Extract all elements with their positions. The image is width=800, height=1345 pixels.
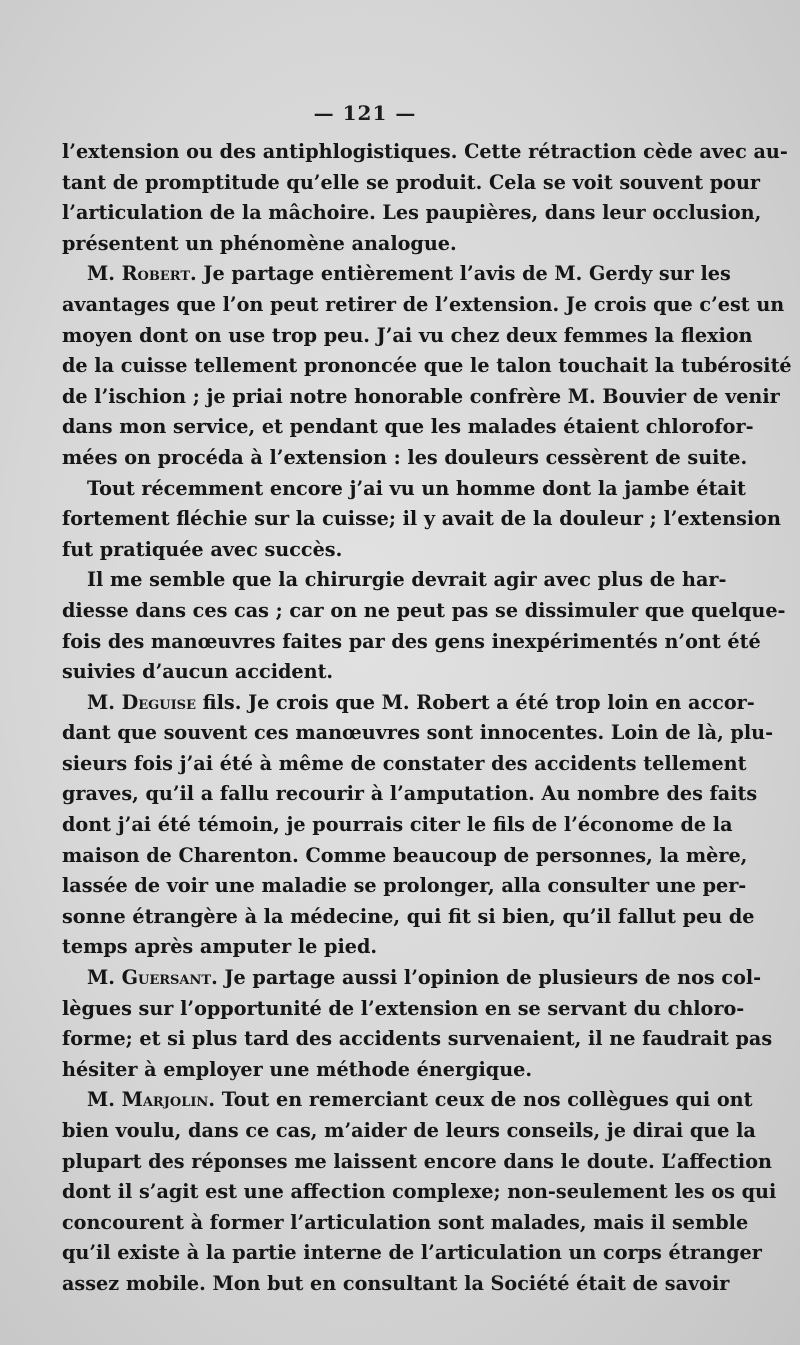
line-text: fils. Je crois que M. Robert a été trop loin en accor-: [195, 690, 755, 714]
speaker-name: Marjolin: [121, 1088, 209, 1112]
text-line: qu’il existe à la partie interne de l’articulation un corps étranger: [62, 1241, 762, 1265]
text-line: présentent un phénomène analogue.: [62, 231, 457, 255]
text-line: sonne étrangère à la médecine, qui fit si bien, qu’il fallut peu de: [62, 904, 755, 928]
text-line: [62, 688, 755, 719]
text-line: de l’ischion ; je priai notre honorable confrère M. Bouvier de venir: [62, 384, 780, 408]
text-line: fortement fléchie sur la cuisse; il y avait de la douleur ; l’extension: [62, 507, 781, 531]
text-line: suivies d’aucun accident.: [62, 660, 334, 684]
body-text: [62, 137, 792, 1300]
text-line: [62, 963, 762, 994]
text-line: concourent à former l’articulation sont malades, mais il semble: [62, 1210, 749, 1234]
text-line: [62, 1085, 753, 1116]
text-line: dont il s’agit est une affection complexe; non-seulement les os qui: [62, 1180, 777, 1204]
text-line: sieurs fois j’ai été à même de constater des accidents tellement: [62, 751, 747, 775]
page-number: — 121 —: [313, 101, 417, 125]
text-line: [62, 259, 731, 290]
text-line: dont j’ai été témoin, je pourrais citer le fils de l’économe de la: [62, 813, 733, 837]
text-line: diesse dans ces cas ; car on ne peut pas se dissimuler que quelque-: [62, 598, 786, 622]
text-line: avantages que l’on peut retirer de l’extension. Je crois que c’est un: [62, 292, 785, 316]
text-line: Tout récemment encore j’ai vu un homme dont la jambe était: [87, 476, 746, 500]
text-line: lassée de voir une maladie se prolonger, alla consulter une per-: [62, 874, 747, 898]
text-line: graves, qu’il a fallu recourir à l’amputation. Au nombre des faits: [62, 782, 758, 806]
speaker-prefix: M.: [87, 966, 122, 990]
text-line: forme; et si plus tard des accidents survenaient, il ne faudrait pas: [62, 1027, 773, 1051]
text-line: de la cuisse tellement prononcée que le talon touchait la tubérosité: [62, 354, 792, 378]
text-line: tant de promptitude qu’elle se produit. Cela se voit souvent pour: [62, 170, 761, 194]
text-line: l’articulation de la mâchoire. Les paupières, dans leur occlusion,: [62, 201, 762, 225]
text-line: lègues sur l’opportunité de l’extension en se servant du chloro-: [62, 996, 745, 1020]
speaker-prefix: M.: [87, 690, 122, 714]
text-line: moyen dont on use trop peu. J’ai vu chez deux femmes la flexion: [62, 323, 753, 347]
text-line: dant que souvent ces manœuvres sont innocentes. Loin de là, plu-: [62, 721, 774, 745]
text-line: dans mon service, et pendant que les malades étaient chlorofor-: [62, 415, 754, 439]
speaker-prefix: M.: [87, 1088, 122, 1112]
text-line: temps après amputer le pied.: [62, 935, 378, 959]
text-line: plupart des réponses me laissent encore dans le doute. L’affection: [62, 1149, 772, 1173]
line-text: . Je partage entièrement l’avis de M. Gerdy sur les: [190, 262, 731, 286]
speaker-name: Robert: [121, 262, 191, 286]
text-line: Il me semble que la chirurgie devrait agir avec plus de har-: [87, 568, 727, 592]
text-line: fois des manœuvres faites par des gens inexpérimentés n’ont été: [62, 629, 761, 653]
speaker-name: Deguise: [121, 690, 196, 714]
text-line: l’extension ou des antiphlogistiques. Cette rétraction cède avec au-: [62, 140, 788, 163]
text-line: assez mobile. Mon but en consultant la Société était de savoir: [62, 1271, 730, 1295]
text-line: maison de Charenton. Comme beaucoup de personnes, la mère,: [62, 843, 748, 867]
speaker-prefix: M.: [87, 262, 122, 286]
text-line: bien voulu, dans ce cas, m’aider de leurs conseils, je dirai que la: [62, 1119, 756, 1142]
line-text: . Tout en remerciant ceux de nos collègues qui ont: [208, 1088, 753, 1112]
speaker-name: Guersant: [121, 966, 212, 990]
text-line: hésiter à employer une méthode énergique.: [62, 1057, 533, 1081]
text-line: mées on procéda à l’extension : les douleurs cessèrent de suite.: [62, 445, 748, 469]
text-line: fut pratiquée avec succès.: [62, 537, 343, 561]
line-text: . Je partage aussi l’opinion de plusieurs de nos col-: [211, 966, 762, 990]
